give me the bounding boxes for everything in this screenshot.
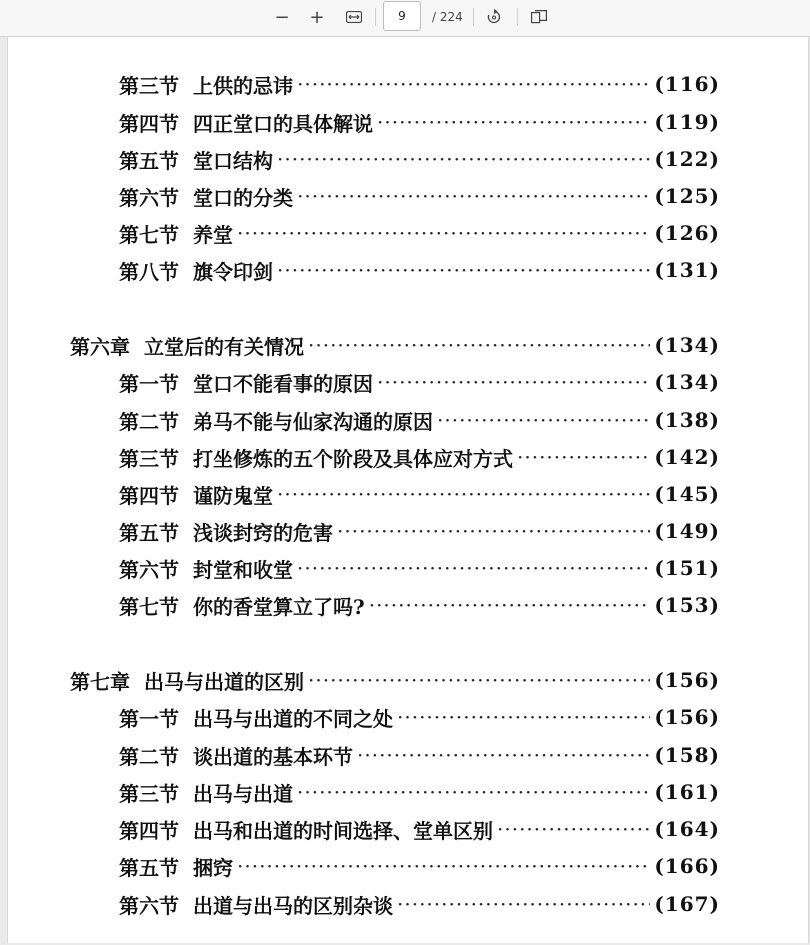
toc-section-entry[interactable] [119,144,720,174]
page-number-input[interactable] [383,1,421,31]
toc-entry-number: 第五节 [119,148,179,173]
toc-entry-page: (145) [654,482,720,506]
dot-leader [308,333,650,357]
toc-entry-page: (161) [654,780,720,804]
minus-icon: − [274,6,290,28]
toc-entry-title: 打坐修炼的五个阶段及具体应对方式 [193,446,513,471]
toc-entry-title: 谨防鬼堂 [193,483,273,508]
toc-entry-page: (149) [654,519,720,543]
dot-leader [497,817,650,841]
dot-leader [377,370,650,394]
dot-leader [377,110,650,134]
dot-leader [337,519,650,543]
toc-entry-number: 第一节 [119,706,179,731]
toc-entry-title: 堂口结构 [193,148,273,173]
toc-chapter-entry[interactable] [70,665,720,695]
dot-leader [277,147,650,171]
toc-entry-page: (142) [654,445,720,469]
toc-entry-title: 旗令印剑 [193,259,273,284]
toc-entry-title: 出马与出道 [193,781,293,806]
dot-leader [297,780,650,804]
toc-entry-title: 你的香堂算立了吗? [193,594,365,619]
toc-entry-number: 第一节 [119,371,179,396]
toc-section-entry[interactable] [119,255,720,285]
toc-section-entry[interactable] [119,479,720,509]
toc-section-entry[interactable] [119,889,720,919]
toc-entry-number: 第六节 [119,893,179,918]
toc-entry-page: (138) [654,408,720,432]
toc-section-entry[interactable] [119,442,720,472]
dot-leader [297,72,650,96]
rotate-button[interactable] [480,4,508,30]
dot-leader [517,445,650,469]
toc-entry-title: 封堂和收堂 [193,557,293,582]
toc-section-entry[interactable] [119,367,720,397]
toc-entry-page: (153) [654,593,720,617]
toc-entry-page: (125) [654,184,720,208]
toc-entry-number: 第二节 [119,744,179,769]
toc-entry-page: (122) [654,147,720,171]
toc-entry-page: (156) [654,705,720,729]
toolbar-divider [375,8,376,26]
toc-entry-title: 四正堂口的具体解说 [193,111,373,136]
toc-section-entry[interactable] [119,69,720,99]
toc-entry-title: 弟马不能与仙家沟通的原因 [193,409,433,434]
toc-entry-number: 第七节 [119,222,179,247]
toc-section-entry[interactable] [119,107,720,137]
toc-entry-title: 出马与出道的区别 [144,669,304,694]
toc-entry-number: 第六节 [119,557,179,582]
dot-leader [357,743,650,767]
toc-entry-title: 养堂 [193,222,233,247]
document-page [7,37,809,943]
dot-leader [277,482,650,506]
toc-entry-number: 第四节 [119,483,179,508]
toc-entry-page: (119) [654,110,720,134]
toc-entry-number: 第四节 [119,111,179,136]
toc-entry-page: (166) [654,854,720,878]
toc-entry-title: 堂口的分类 [193,185,293,210]
toc-entry-number: 第三节 [119,73,179,98]
toc-entry-title: 上供的忌讳 [193,73,293,98]
dot-leader [277,258,650,282]
fit-width-button[interactable] [340,4,368,30]
dot-leader [369,593,651,617]
toc-section-entry[interactable] [119,405,720,435]
toc-entry-number: 第六章 [70,334,130,359]
toc-entry-number: 第四节 [119,818,179,843]
dot-leader [308,668,650,692]
toc-entry-number: 第七章 [70,669,130,694]
toc-section-entry[interactable] [119,553,720,583]
toc-entry-number: 第二节 [119,409,179,434]
page-total: / 224 [432,10,463,24]
toc-section-entry[interactable] [119,181,720,211]
two-page-view-icon [531,10,547,24]
zoom-in-button[interactable] [303,4,331,30]
toc-section-entry[interactable] [119,218,720,248]
fit-width-icon [346,11,362,23]
toc-entry-page: (131) [654,258,720,282]
toc-entry-number: 第六节 [119,185,179,210]
toc-section-entry[interactable] [119,590,720,620]
dot-leader [297,556,650,580]
dot-leader [237,221,650,245]
toc-entry-page: (134) [654,370,720,394]
rotate-icon [486,9,502,25]
toc-entry-title: 出马和出道的时间选择、堂单区别 [193,818,493,843]
toc-entry-title: 谈出道的基本环节 [193,744,353,769]
toc-section-entry[interactable] [119,777,720,807]
toc-entry-number: 第三节 [119,781,179,806]
toc-section-entry[interactable] [119,851,720,881]
toolbar-divider [473,8,474,26]
toc-entry-number: 第五节 [119,855,179,880]
toc-section-entry[interactable] [119,740,720,770]
dot-leader [237,854,650,878]
toc-entry-number: 第八节 [119,259,179,284]
toc-entry-page: (116) [654,72,720,96]
zoom-out-button[interactable] [268,4,296,30]
toolbar-divider [517,8,518,26]
toc-entry-title: 捆窍 [193,855,233,880]
toc-chapter-entry[interactable] [70,330,720,360]
toc-entry-page: (126) [654,221,720,245]
toc-section-entry[interactable] [119,516,720,546]
toc-entry-page: (158) [654,743,720,767]
pdf-toolbar [0,0,810,37]
dot-leader [437,408,650,432]
toc-entry-page: (134) [654,333,720,357]
page-view-button[interactable] [525,4,553,30]
toc-entry-title: 出马与出道的不同之处 [193,706,393,731]
toc-entry-number: 第七节 [119,594,179,619]
toc-entry-page: (156) [654,668,720,692]
toc-section-entry[interactable] [119,702,720,732]
toc-entry-page: (151) [654,556,720,580]
toc-entry-number: 第三节 [119,446,179,471]
toc-entry-title: 立堂后的有关情况 [144,334,304,359]
toc-section-entry[interactable] [119,814,720,844]
dot-leader [397,705,650,729]
toc-entry-title: 堂口不能看事的原因 [193,371,373,396]
toc-entry-title: 浅谈封窍的危害 [193,520,333,545]
toc-entry-page: (164) [654,817,720,841]
plus-icon: + [309,6,325,28]
toc-entry-number: 第五节 [119,520,179,545]
toc-entry-title: 出道与出马的区别杂谈 [193,893,393,918]
dot-leader [397,892,650,916]
dot-leader [297,184,650,208]
toc-entry-page: (167) [654,892,720,916]
